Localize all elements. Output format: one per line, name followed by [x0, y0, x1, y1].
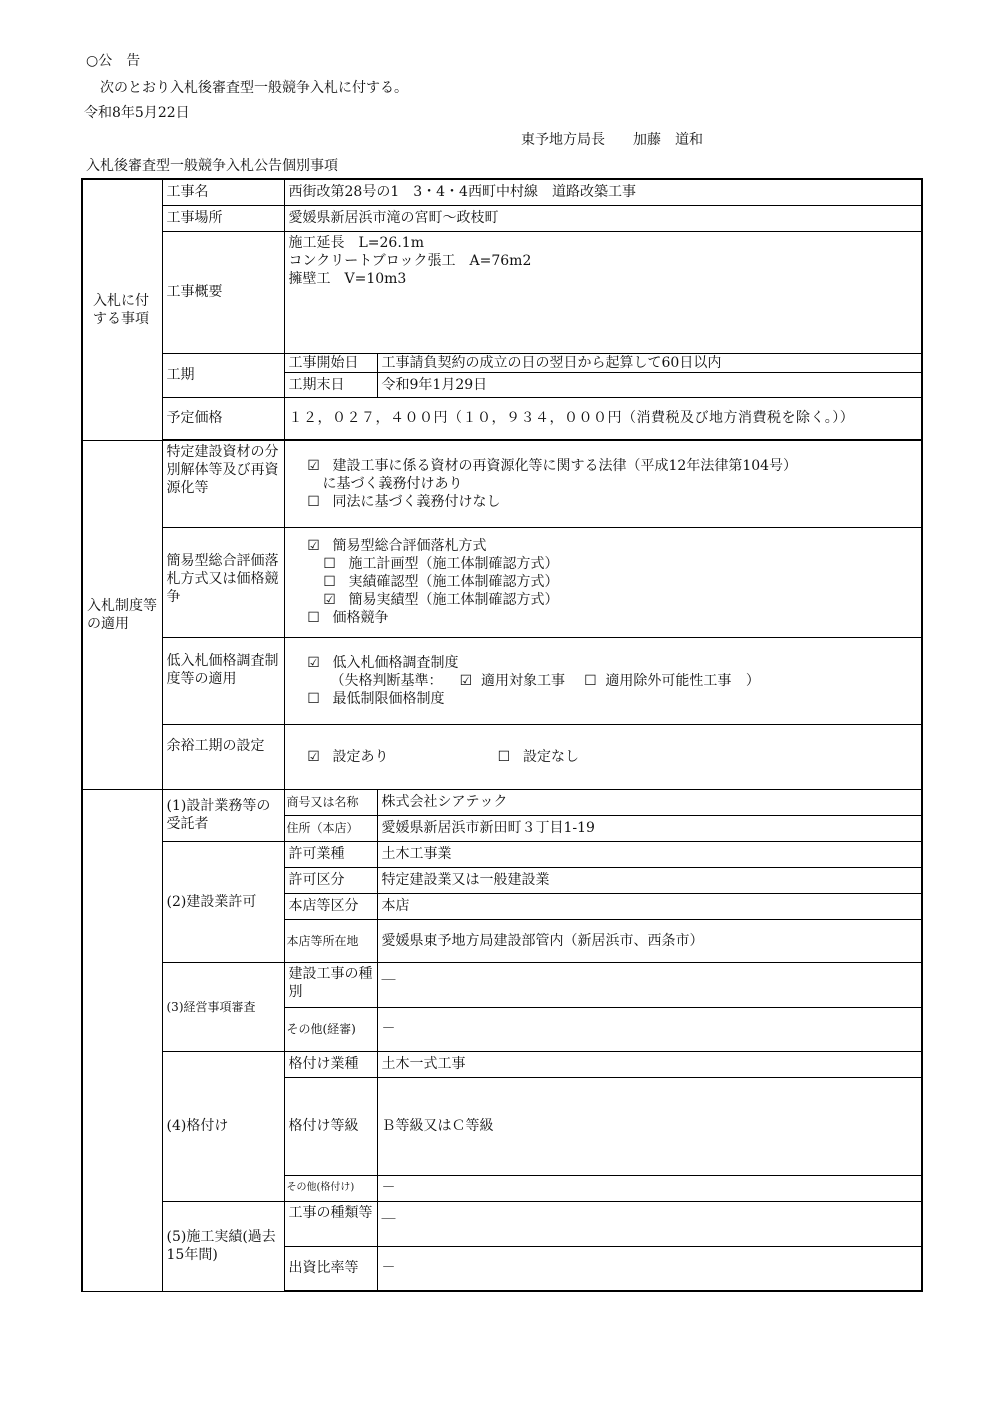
recycle-options	[284, 440, 922, 527]
record-kind-label: 工事の種類等	[284, 1201, 377, 1246]
permit-class-value: 特定建設業又は一般建設業	[377, 867, 922, 893]
audit-kind-label: 建設工事の種別	[284, 962, 377, 1007]
recycle-option-none[interactable]: ☐ 同法に基づく義務付けなし	[307, 493, 501, 510]
designer-name-label: 商号又は名称	[284, 789, 377, 815]
table-title: 入札後審査型一般競争入札公告個別事項	[86, 158, 338, 174]
spare-option-no[interactable]: ☐ 設定なし	[497, 748, 579, 765]
period-label: 工期	[162, 353, 284, 397]
checkbox-checked-icon[interactable]: ☑	[459, 672, 473, 689]
method-option-price[interactable]: ☐ 価格競争	[307, 610, 389, 626]
checkbox-unchecked-icon[interactable]: ☐	[323, 574, 336, 590]
rank-other-value: －	[377, 1175, 922, 1201]
office-location-value: 愛媛県東予地方局建設部管内（新居浜市、西条市）	[377, 919, 922, 962]
section1-label: 入札に付する事項	[82, 179, 162, 440]
audit-label: (3)経営事項審査	[162, 962, 284, 1051]
designer-address-value: 愛媛県新居浜市新田町３丁目1-19	[377, 815, 922, 841]
method-options	[284, 527, 922, 637]
checkbox-unchecked-icon[interactable]: ☐	[307, 690, 320, 707]
method-option-comprehensive[interactable]: ☑ 簡易型総合評価落札方式	[307, 538, 487, 554]
price-label: 予定価格	[162, 397, 284, 439]
low-bid-option-min-price[interactable]: ☐ 最低制限価格制度	[307, 690, 445, 707]
rank-other-label: その他(格付け)	[284, 1175, 377, 1201]
work-overview-value	[284, 231, 922, 353]
work-place-value: 愛媛県新居浜市滝の宮町～政枝町	[284, 205, 922, 231]
record-kind-value: ＿	[377, 1201, 922, 1246]
rank-grade-label: 格付け等級	[284, 1077, 377, 1175]
low-bid-label: 低入札価格調査制度等の適用	[162, 637, 284, 724]
method-label: 簡易型総合評価落札方式又は価格競争	[162, 527, 284, 637]
method-sub-simple-record[interactable]: ☑ 簡易実績型（施工体制確認方式）	[323, 592, 559, 608]
rank-type-value: 土木一式工事	[377, 1051, 922, 1077]
permit-type-value: 土木工事業	[377, 841, 922, 867]
office-class-label: 本店等区分	[284, 893, 377, 919]
designer-address-label: 住所（本店）	[284, 815, 377, 841]
spare-option-yes[interactable]: ☑ 設定あり	[307, 748, 389, 765]
rank-label: (4)格付け	[162, 1051, 284, 1201]
method-sub-plan[interactable]: ☐ 施工計画型（施工体制確認方式）	[323, 556, 559, 572]
audit-other-label: その他(経審)	[284, 1007, 377, 1051]
work-name-value: 西街改第28号の1 3・4・4西町中村線 道路改築工事	[284, 179, 922, 205]
office-location-label: 本店等所在地	[284, 919, 377, 962]
checkbox-checked-icon[interactable]: ☑	[307, 538, 320, 554]
recycle-option-required[interactable]: ☑ 建設工事に係る資材の再資源化等に関する法律（平成12年法律第104号）	[307, 457, 798, 474]
notice-table	[81, 178, 923, 1292]
checkbox-unchecked-icon[interactable]: ☐	[584, 672, 597, 689]
end-date-label: 工期末日	[284, 372, 377, 397]
rank-grade-value: Ｂ等級又はＣ等級	[377, 1077, 922, 1175]
spare-period-options	[284, 724, 922, 789]
checkbox-checked-icon[interactable]: ☑	[323, 592, 336, 608]
record-label: (5)施工実績(過去15年間)	[162, 1201, 284, 1291]
notice-heading: ○公 告	[86, 53, 141, 69]
work-place-label: 工事場所	[162, 205, 284, 231]
end-date-value: 令和9年1月29日	[377, 372, 922, 397]
spare-period-label: 余裕工期の設定	[162, 724, 284, 789]
record-ratio-value: －	[377, 1246, 922, 1291]
rank-type-label: 格付け業種	[284, 1051, 377, 1077]
office-class-value: 本店	[377, 893, 922, 919]
work-name-label: 工事名	[162, 179, 284, 205]
notice-date: 令和8年5月22日	[84, 105, 190, 121]
permit-type-label: 許可業種	[284, 841, 377, 867]
overview-line: コンクリートブロック張工 A=76m2	[288, 252, 532, 269]
checkbox-unchecked-icon[interactable]: ☐	[307, 493, 320, 510]
permit-label: (2)建設業許可	[162, 841, 284, 962]
section2-label: 入札制度等の適用	[82, 440, 162, 789]
start-date-label: 工事開始日	[284, 353, 377, 372]
checkbox-unchecked-icon[interactable]: ☐	[497, 748, 511, 765]
low-bid-option-survey[interactable]: ☑ 低入札価格調査制度	[307, 654, 459, 671]
audit-other-value: －	[377, 1007, 922, 1051]
price-value: １２，０２７，４００円（１０，９３４，０００円（消費税及び地方消費税を除く。））	[284, 397, 922, 439]
checkbox-checked-icon[interactable]: ☑	[307, 457, 320, 474]
low-bid-criteria: （失格判断基準： ☑ 適用対象工事 ☐ 適用除外可能性工事 ）	[330, 672, 760, 689]
audit-kind-value: ＿	[377, 962, 922, 1007]
checkbox-checked-icon[interactable]: ☑	[307, 654, 320, 671]
method-sub-record-check[interactable]: ☐ 実績確認型（施工体制確認方式）	[323, 574, 559, 590]
overview-line: 施工延長 L=26.1m	[288, 234, 424, 251]
record-ratio-label: 出資比率等	[284, 1246, 377, 1291]
low-bid-options	[284, 637, 922, 724]
recycle-label: 特定建設資材の分別解体等及び再資源化等	[162, 440, 284, 527]
designer-label: (1)設計業務等の受託者	[162, 789, 284, 841]
checkbox-unchecked-icon[interactable]: ☐	[307, 610, 320, 626]
checkbox-unchecked-icon[interactable]: ☐	[323, 556, 336, 572]
issuer: 東予地方局長 加藤 道和	[521, 132, 703, 148]
recycle-option-required-cont: に基づく義務付けあり	[322, 475, 463, 492]
permit-class-label: 許可区分	[284, 867, 377, 893]
section3-label	[82, 789, 162, 1291]
work-overview-label: 工事概要	[162, 231, 284, 353]
checkbox-checked-icon[interactable]: ☑	[307, 748, 320, 765]
designer-name-value: 株式会社シアテック	[377, 789, 922, 815]
overview-line: 擁壁工 V=10m3	[288, 270, 407, 287]
intro-text: 次のとおり入札後審査型一般競争入札に付する。	[100, 80, 408, 96]
start-date-value: 工事請負契約の成立の日の翌日から起算して60日以内	[377, 353, 922, 372]
